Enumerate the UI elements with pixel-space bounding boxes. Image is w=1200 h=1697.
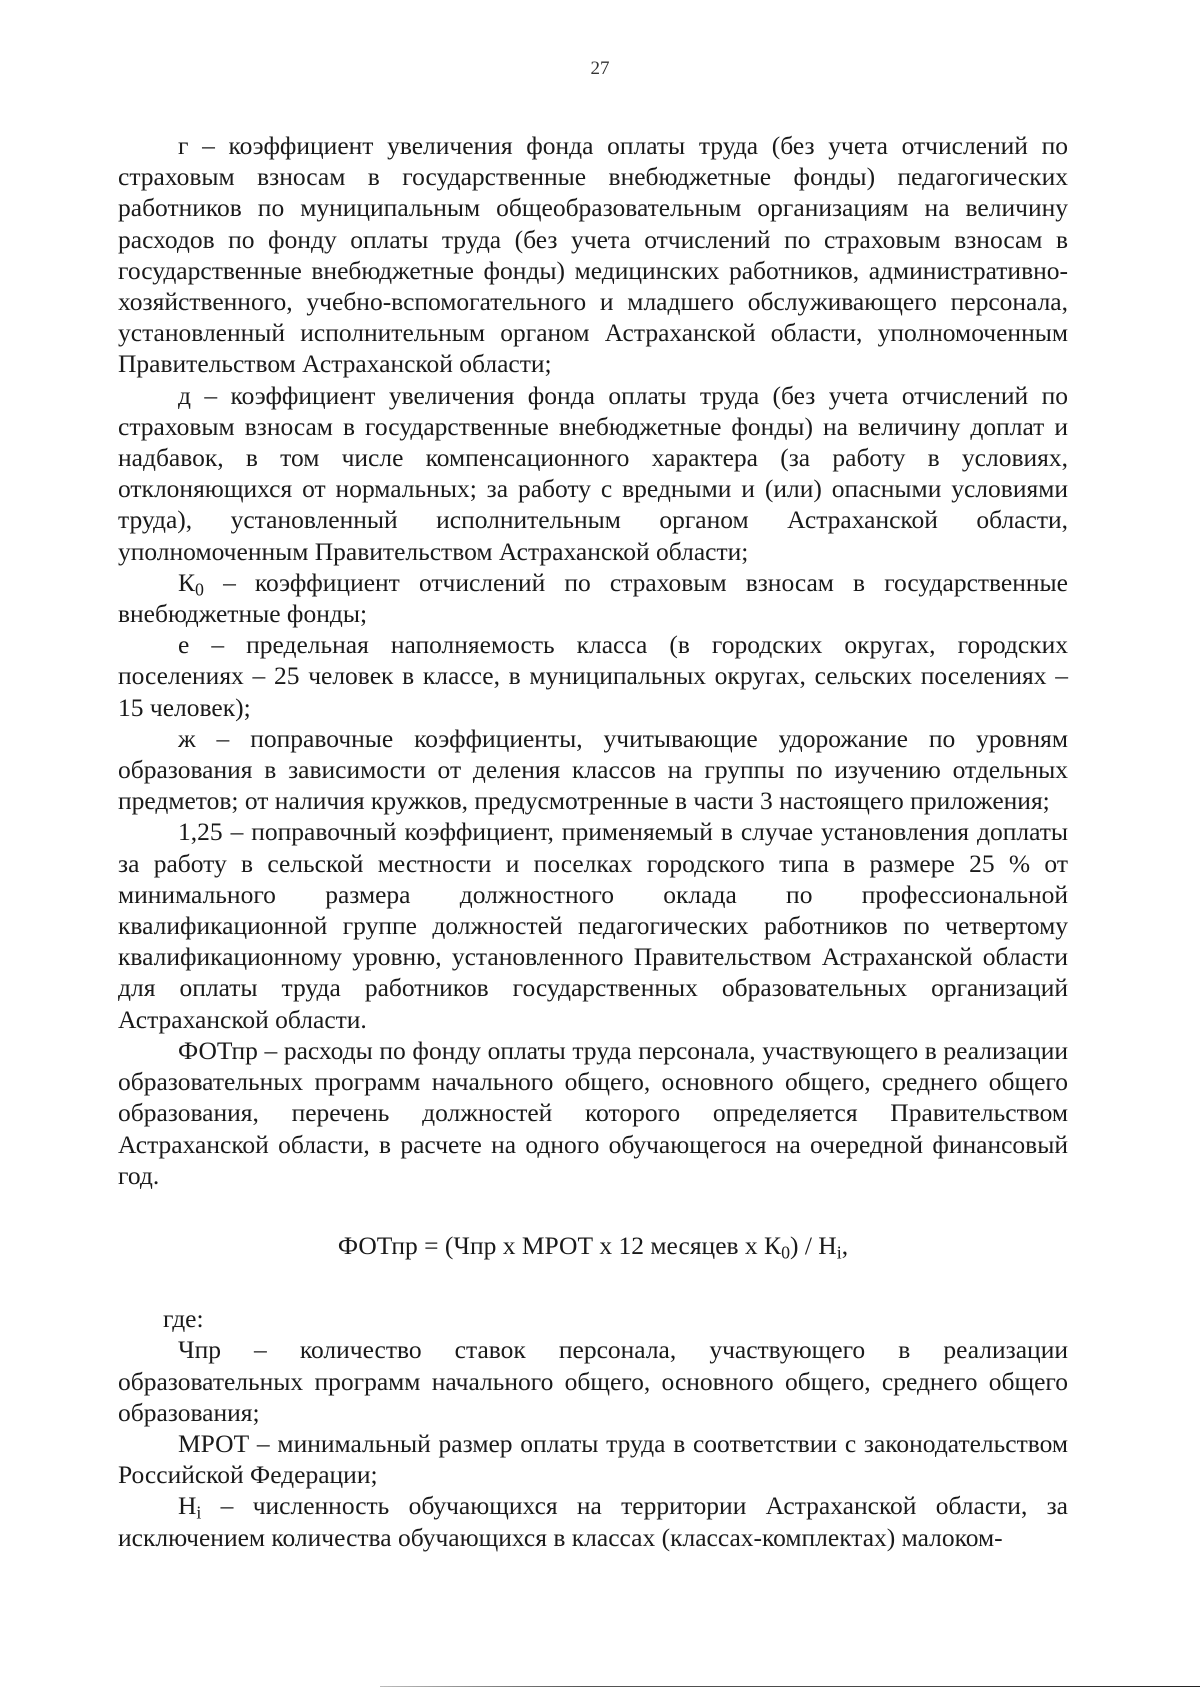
paragraph-e: е – предельная наполняемость класса (в городских округах, городских поселениях – 25 человек в классе, в муниципальных округах, сельских поселениях – 15 человек); — [118, 630, 1068, 722]
paragraph-coefficient-1-25: 1,25 – поправочный коэффициент, применяемый в случае установления доплаты за работу в сельской местности и поселках городского типа в размере 25 % от минимального размера должностного оклада по профессиональной квалификационной группе должностей педагогических работников по четвертому квалификационному уровню, установленного Правительством Астраханской области для оплаты труда работников государственных образовательных организаций Астраханской области. — [118, 817, 1068, 1034]
paragraph-zh: ж – поправочные коэффициенты, учитывающие удорожание по уровням образования в зависимости от деления классов на группы по изучению отдельных предметов; от наличия кружков, предусмотренные в части 3 настоящего приложения; — [118, 723, 1068, 816]
where-label: где: — [163, 1304, 204, 1334]
scan-edge-line — [380, 1686, 1200, 1687]
hi-symbol: $Н_i$ — [178, 1491, 202, 1523]
paragraph-k0: $К_0$ – коэффициент отчислений по страховым взносам в государственные внебюджетные фонды; — [118, 567, 1068, 629]
paragraph-hi: $Н_i$ – численность обучающихся на территории Астраханской области, за исключением количества обучающихся в классах (классах-комплектах) малоком- — [118, 1491, 1068, 1552]
paragraph-g: г – коэффициент увеличения фонда оплаты труда (без учета отчислений по страховым взносам в государственные внебюджетные фонды) педагогических работников по муниципальным общеобразовательным организациям на величину расходов по фонду оплаты труда (без учета отчислений по страховым взносам в государственные внебюджетные фонды) медицинских работников, административно-хозяйственного, учебно-вспомогательного и младшего обслуживающего персонала, установленный исполнительным органом Астраханской области, уполномоченным Правительством Астраханской области; — [118, 131, 1068, 379]
formula-fotpr: ФОТпр = (Чпр х МРОТ х 12 месяцев х $К_0) / Н_i$, — [337, 1230, 849, 1263]
paragraph-d: д – коэффициент увеличения фонда оплаты труда (без учета отчислений по страховым взносам в государственные внебюджетные фонды) на величину доплат и надбавок, в том числе компенсационного характера (за работу в условиях, отклоняющихся от нормальных; за работу с вредными и (или) опасными условиями труда), установленный исполнительным органом Астраханской области, уполномоченным Правительством Астраханской области; — [118, 380, 1068, 566]
paragraph-mrot: МРОТ – минимальный размер оплаты труда в соответствии с законодательством Российской Федерации; — [118, 1428, 1068, 1490]
paragraph-chpr: Чпр – количество ставок персонала, участвующего в реализации образовательных программ начального общего, основного общего, среднего общего образования; — [118, 1335, 1068, 1427]
document-body — [118, 130, 1068, 1553]
page-number: 27 — [590, 58, 610, 79]
paragraph-fotpr: ФОТпр – расходы по фонду оплаты труда персонала, участвующего в реализации образовательных программ начального общего, основного общего, среднего общего образования, перечень должностей которого определяется Правительством Астраханской области, в расчете на одного обучающегося на очередной финансовый год. — [118, 1035, 1068, 1190]
k0-symbol: $К_0$ — [178, 567, 204, 600]
